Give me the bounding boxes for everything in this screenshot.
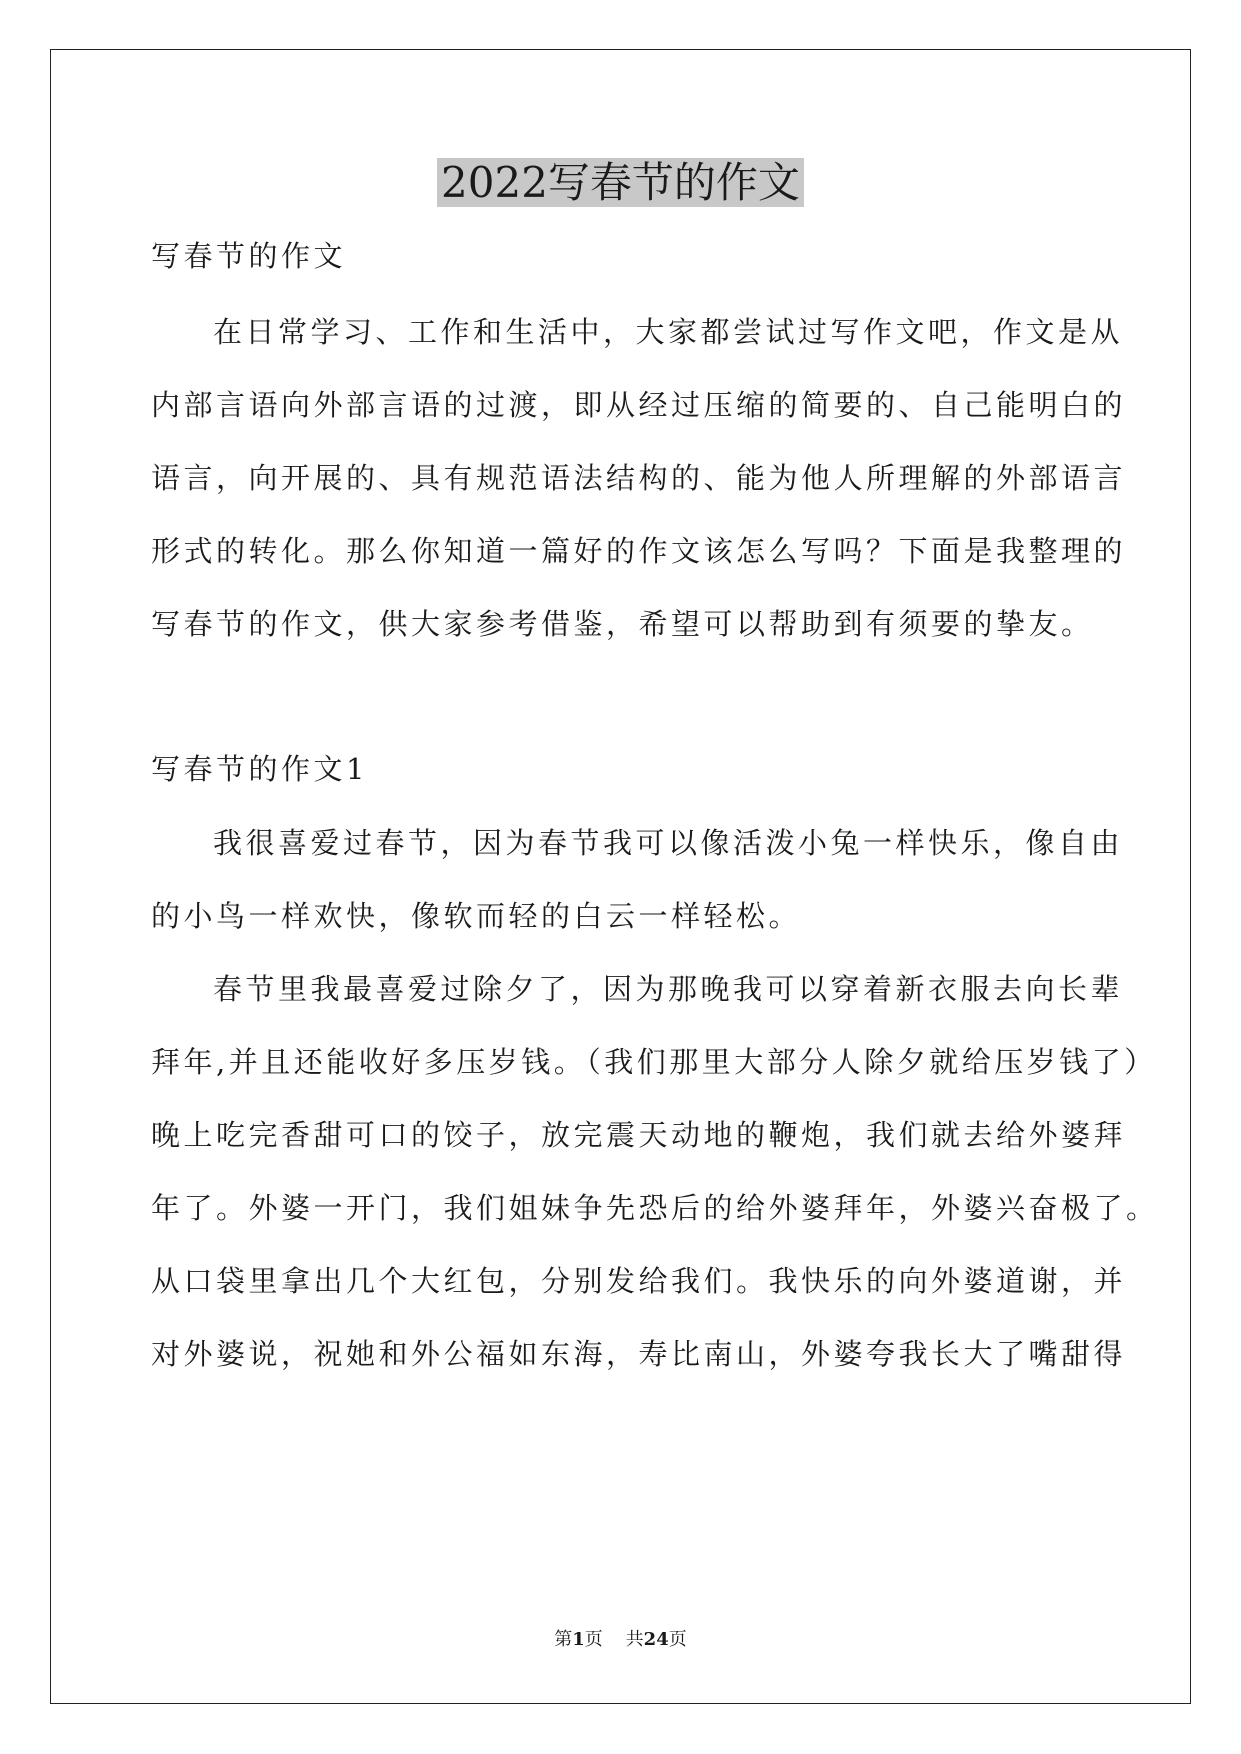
paragraph-line: 在日常学习、工作和生活中，大家都尝试过写作文吧，作文是从 — [213, 315, 1124, 349]
paragraph-line: 春节里我最喜爱过除夕了，因为那晚我可以穿着新衣服去向长辈 — [213, 972, 1124, 1006]
paragraph-line: 从口袋里拿出几个大红包，分别发给我们。我快乐的向外婆道谢，并 — [151, 1264, 1127, 1298]
paragraph-line: 对外婆说，祝她和外公福如东海，寿比南山，外婆夸我长大了嘴甜得 — [151, 1337, 1127, 1371]
page-border — [50, 49, 1191, 1704]
paragraph-line: 晚上吃完香甜可口的饺子，放完震天动地的鞭炮，我们就去给外婆拜 — [151, 1118, 1127, 1152]
page-suffix: 页 — [584, 1629, 603, 1650]
document-title — [0, 154, 1241, 212]
page-number: 1 — [572, 1629, 585, 1650]
paragraph-line: 的小鸟一样欢快，像软而轻的白云一样轻松。 — [151, 899, 802, 933]
paragraph-line: 拜年,并且还能收好多压岁钱。（我们那里大部分人除夕就给压岁钱了） — [151, 1045, 1157, 1079]
paragraph-line: 写春节的作文，供大家参考借鉴，希望可以帮助到有须要的挚友。 — [151, 607, 1094, 641]
section-heading-intro: 写春节的作文 — [151, 239, 347, 273]
paragraph-line: 内部言语向外部言语的过渡，即从经过压缩的简要的、自己能明白的 — [151, 388, 1127, 422]
page-footer — [0, 1628, 1241, 1652]
section-heading-essay-1: 写春节的作文1 — [151, 752, 368, 786]
paragraph-line: 语言，向开展的、具有规范语法结构的、能为他人所理解的外部语言 — [151, 461, 1127, 495]
paragraph-line: 形式的转化。那么你知道一篇好的作文该怎么写吗？下面是我整理的 — [151, 534, 1127, 568]
paragraph-line: 我很喜爱过春节，因为春节我可以像活泼小兔一样快乐，像自由 — [213, 826, 1124, 860]
paragraph-line: 年了。外婆一开门，我们姐妹争先恐后的给外婆拜年，外婆兴奋极了。 — [151, 1191, 1159, 1225]
page-prefix: 第 — [554, 1629, 573, 1650]
total-prefix: 共 — [625, 1629, 644, 1650]
total-pages: 24 — [643, 1629, 669, 1650]
total-suffix: 页 — [668, 1629, 687, 1650]
document-title-text: 2022写春节的作文 — [437, 158, 804, 207]
